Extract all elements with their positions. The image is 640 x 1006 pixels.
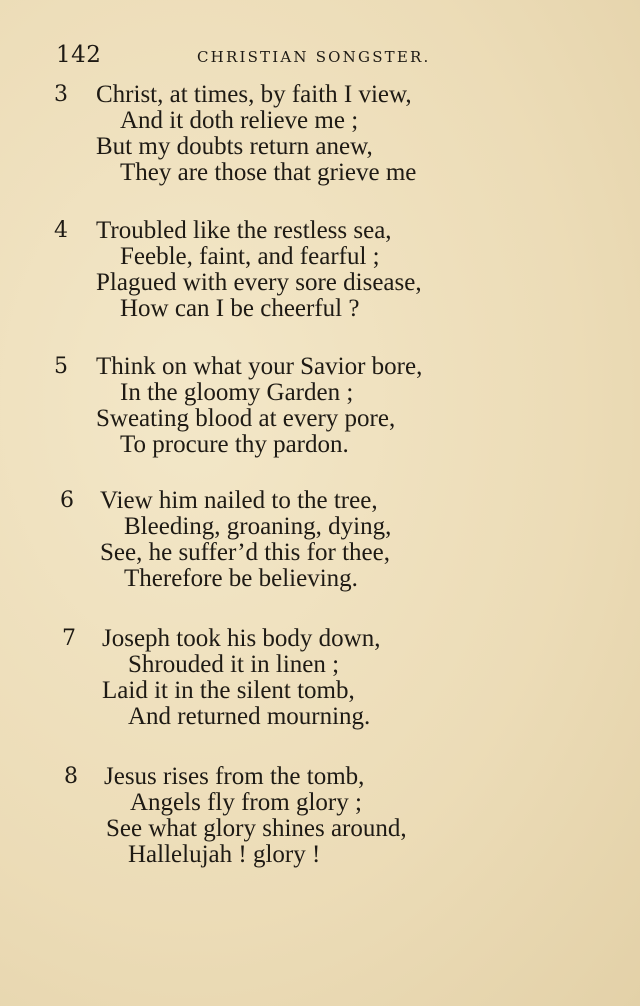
verse-line: To procure thy pardon. <box>120 431 349 458</box>
verse-number: 4 <box>54 218 68 243</box>
verse-number: 7 <box>62 626 76 651</box>
verse-line: Sweating blood at every pore, <box>96 405 396 432</box>
verse-line: How can I be cheerful ? <box>120 295 360 322</box>
verse-line: Bleeding, groaning, dying, <box>124 513 392 540</box>
verse-line: Feeble, faint, and fearful ; <box>120 243 380 270</box>
running-title: CHRISTIAN SONGSTER. <box>197 48 431 66</box>
verse-line: Plagued with every sore disease, <box>96 269 422 296</box>
verse-line: Troubled like the restless sea, <box>96 217 392 244</box>
page-header <box>0 42 640 72</box>
verse-number: 6 <box>60 488 74 513</box>
verse-line: View him nailed to the tree, <box>100 487 378 514</box>
verse-line: Think on what your Savior bore, <box>96 353 423 380</box>
verse-line: And returned mourning. <box>128 703 371 730</box>
verse-line: They are those that grieve me <box>120 159 417 186</box>
verse-line: Therefore be believing. <box>124 565 358 592</box>
verse-line: Shrouded it in linen ; <box>128 651 340 678</box>
verse-line: See what glory shines around, <box>106 815 407 842</box>
verse-line: But my doubts return anew, <box>96 133 373 160</box>
verse-line: Christ, at times, by faith I view, <box>96 81 412 108</box>
verse-line: Joseph took his body down, <box>102 625 381 652</box>
verse-line: Hallelujah ! glory ! <box>128 841 321 868</box>
verse-line: Laid it in the silent tomb, <box>102 677 355 704</box>
verse-line: Angels fly from glory ; <box>130 789 362 816</box>
verse-number: 3 <box>54 82 68 107</box>
verse-line: In the gloomy Garden ; <box>120 379 354 406</box>
verse-line: See, he suffer’d this for thee, <box>100 539 390 566</box>
verse-number: 8 <box>64 764 78 789</box>
page-number: 142 <box>56 42 102 68</box>
verse-line: Jesus rises from the tomb, <box>104 763 365 790</box>
verse-number: 5 <box>54 354 68 379</box>
verse-line: And it doth relieve me ; <box>120 107 359 134</box>
